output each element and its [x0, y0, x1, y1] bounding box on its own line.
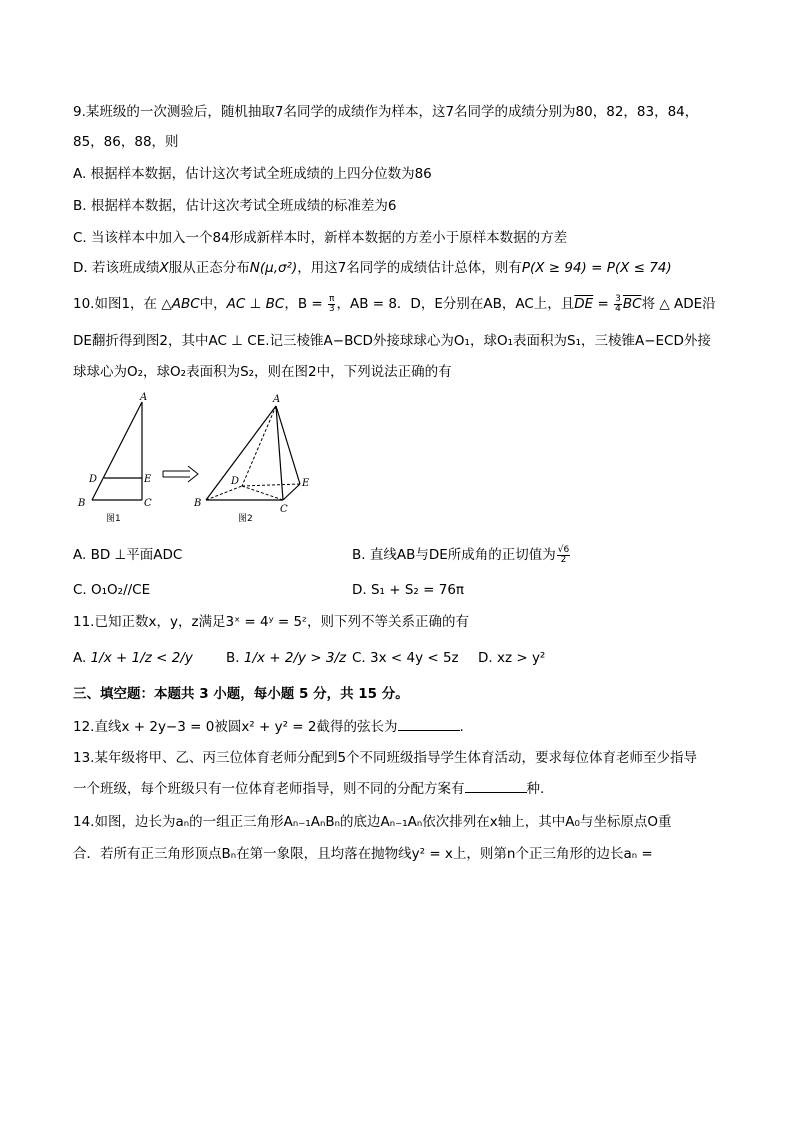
q10-angle-frac: $\frac{\pi}{3}$ — [328, 293, 335, 314]
q9-option-d — [73, 258, 672, 278]
figure-2-hidden-edges — [206, 406, 300, 500]
q11-option-c: C. 3x < 4y < 5z — [352, 650, 459, 666]
fig2-label-e: E — [302, 478, 310, 489]
q12-answer-blank — [398, 716, 460, 731]
q9-d-dist: N(μ,σ²) — [249, 260, 298, 276]
fig2-label-a: A — [273, 394, 281, 405]
q9-d-equation: P(X ≥ 94) = P(X ≤ 74) — [521, 260, 672, 276]
q14-line1: 14.如图，边长为aₙ的一组正三角形Aₙ₋₁AₙBₙ的底边Aₙ₋₁Aₙ依次排列在x轴上，其中A₀与坐标原点O重 — [73, 814, 672, 830]
q9-d-text3: ，用这7名同学的成绩估计总体，则有 — [297, 260, 522, 276]
q12: 12.直线x + 2y−3 = 0被圆x² + y² = 2截得的弦长为 . — [73, 716, 464, 737]
q10-option-d: D. S₁ + S₂ = 76π — [352, 582, 465, 598]
q10-stem-line2: DE翻折得到图2，其中AC ⊥ CE.记三棱锥A−BCD外接球球心为O₁，球O₁表面积为S₁，三棱锥A−ECD外接 — [73, 333, 711, 349]
q9-stem-line1: 9.某班级的一次测验后，随机抽取7名同学的成绩作为样本，这7名同学的成绩分别为80，82，83，84， — [73, 104, 699, 120]
q11-option-d: D. xz > y² — [478, 650, 546, 666]
q11-option-b: B. 1/x + 2/y > 3/z — [226, 650, 347, 666]
fig1-caption: 图1 — [106, 514, 121, 524]
q9-option-b: B. 根据样本数据，估计这次考试全班成绩的标准差为6 — [73, 198, 397, 214]
fig2-label-b: B — [194, 498, 202, 509]
q10-vector-de: $\overline{DE}$ — [574, 296, 594, 312]
fig1-label-b: B — [78, 498, 86, 509]
q10-option-b: B. 直线AB与DE所成角的正切值为 $\frac{√6}{2}$ — [352, 544, 570, 565]
q13-answer-blank — [465, 778, 527, 793]
transform-arrow — [163, 466, 198, 482]
q10-stem-line3: 球球心为O₂，球O₂表面积为S₂，则在图2中，下列说法正确的有 — [73, 364, 452, 380]
q9-d-var: X — [159, 260, 169, 276]
q13-line2: 一个班级，每个班级只有一位体育老师指导，则不同的分配方案有 种. — [73, 778, 544, 799]
q14-line2: 合．若所有正三角形顶点Bₙ在第一象限，且均落在抛物线y² = x上，则第n个正三角形的边长aₙ = — [73, 846, 653, 862]
q9-stem-line2: 85，86，88，则 — [73, 134, 179, 150]
q9-d-text: D. 若该班成绩 — [73, 260, 160, 276]
fig1-label-e: E — [144, 474, 152, 485]
q10-ratio-frac: $\frac{3}{4}$ — [615, 293, 621, 314]
q11-option-a: A. 1/x + 1/z < 2/y — [73, 650, 193, 666]
q13-line1: 13.某年级将甲、乙、丙三位体育老师分配到5个不同班级指导学生体育活动，要求每位体育老师至少指导 — [73, 750, 698, 766]
q11-stem: 11.已知正数x，y，z满足3ˣ = 4ʸ = 5ᶻ，则下列不等关系正确的有 — [73, 614, 470, 630]
q9-option-a: A. 根据样本数据，估计这次考试全班成绩的上四分位数为86 — [73, 166, 432, 182]
q10-option-c: C. O₁O₂//CE — [73, 582, 151, 598]
q10-figures — [70, 392, 330, 527]
section-3-heading: 三、填空题：本题共 3 小题，每小题 5 分，共 15 分。 — [73, 686, 409, 702]
fig1-label-a: A — [140, 392, 148, 403]
q9-option-c: C. 当该样本中加入一个84形成新样本时，新样本数据的方差小于原样本数据的方差 — [73, 230, 568, 246]
q10-stem-line1: 10.如图1，在 △ABC中，AC ⊥ BC，B = $\frac{\pi}{3}$ ，AB = 8．D，E分别在AB，AC上，且$\overline{DE}$ = $\frac{3}{4}$ $\overline{BC}$将 △ ADE沿 — [73, 293, 716, 314]
q9-d-text2: 服从正态分布 — [168, 260, 250, 276]
fig2-label-c: C — [280, 504, 288, 515]
q10-option-a: A. BD ⊥平面ADC — [73, 547, 183, 563]
fig2-caption: 图2 — [238, 514, 253, 524]
fig1-label-c: C — [144, 498, 152, 509]
fig1-label-d: D — [89, 474, 98, 485]
figure-1-triangle — [92, 402, 142, 500]
fig2-label-d: D — [231, 476, 240, 487]
q10-vector-bc: $\overline{BC}$ — [622, 296, 642, 312]
